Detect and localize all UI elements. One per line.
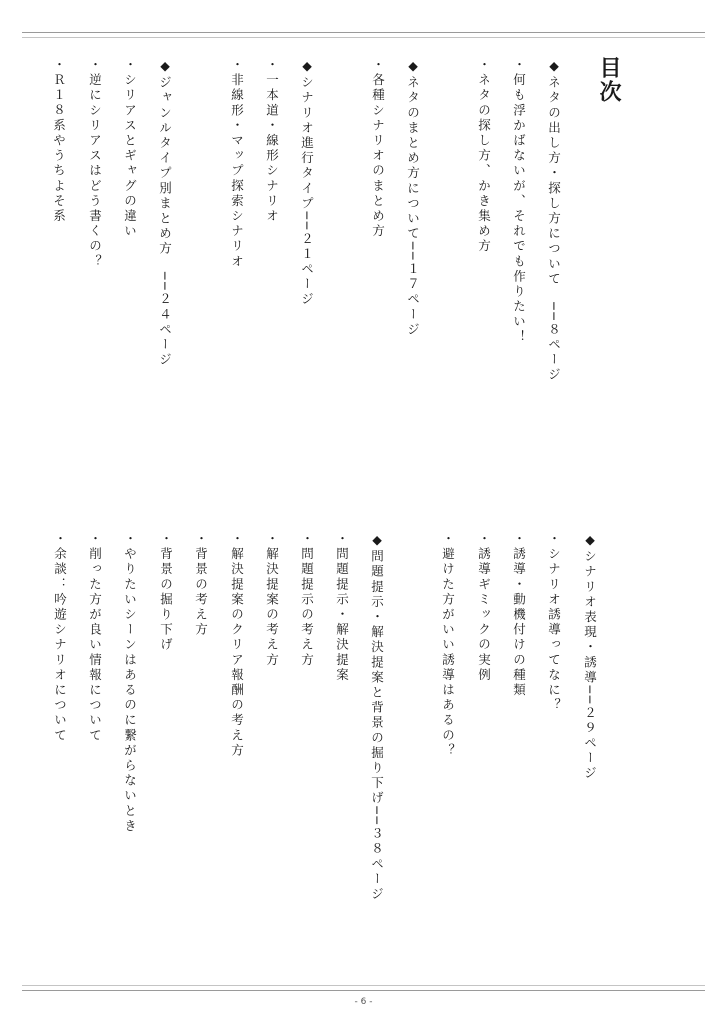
- bottom-rule-inner: [22, 985, 705, 986]
- toc-item: ・シリアスとギャグの違い: [122, 58, 138, 240]
- toc-item: ・何も浮かばないが、それでも作りたい！: [511, 58, 527, 345]
- toc-heading-mondai: ◆問題提示・解決提案と背景の掘り下げ──３８ページ: [369, 532, 385, 903]
- toc-item: ・一本道・線形シナリオ: [264, 58, 280, 225]
- top-rule-inner: [22, 37, 705, 38]
- toc-heading-neta: ◆ネタの出し方・探し方について ──８ページ: [546, 58, 562, 383]
- toc-item: ・背景の掘り下げ: [158, 532, 174, 653]
- toc-item: ・余談：吟遊シナリオについて: [52, 532, 68, 744]
- toc-item: ・やりたいシーンはあるのに繋がらないとき: [122, 532, 138, 834]
- toc-item: ・削った方が良い情報について: [87, 532, 103, 744]
- toc-heading-shinkou: ◆シナリオ進行タイプ──２１ページ: [299, 58, 315, 308]
- toc-item: ・解決提案の考え方: [264, 532, 280, 668]
- toc-item: ・非線形・マップ探索シナリオ: [229, 58, 245, 270]
- toc-item: ・問題提示の考え方: [299, 532, 315, 668]
- toc-item: ・シナリオ誘導ってなに？: [546, 532, 562, 714]
- bottom-rule: [22, 990, 705, 991]
- toc-item: ・誘導・動機付けの種類: [511, 532, 527, 699]
- toc-item: ・ネタの探し方、かき集め方: [476, 58, 492, 255]
- toc-title: 目次: [596, 56, 621, 104]
- toc-item: ・背景の考え方: [193, 532, 209, 638]
- toc-heading-genre: ◆ジャンルタイプ別まとめ方 ──２４ページ: [157, 58, 173, 368]
- toc-item: ・逆にシリアスはどう書くの？: [87, 58, 103, 270]
- top-rule: [22, 32, 705, 33]
- toc-item: ・各種シナリオのまとめ方: [370, 58, 386, 240]
- toc-heading-matome: ◆ネタのまとめ方について──１７ページ: [405, 58, 421, 338]
- toc-item: ・問題提示・解決提案: [334, 532, 350, 683]
- toc-item: ・誘導ギミックの実例: [476, 532, 492, 683]
- toc-heading-hyougen: ◆シナリオ表現・誘導──２９ページ: [582, 532, 598, 782]
- toc-item: ・避けた方がいい誘導はあるの？: [440, 532, 456, 759]
- page-number: - 6 -: [354, 997, 373, 1007]
- toc-item: ・解決提案のクリア報酬の考え方: [229, 532, 245, 759]
- toc-item: ・Ｒ１８系やうちよそ系: [51, 58, 67, 225]
